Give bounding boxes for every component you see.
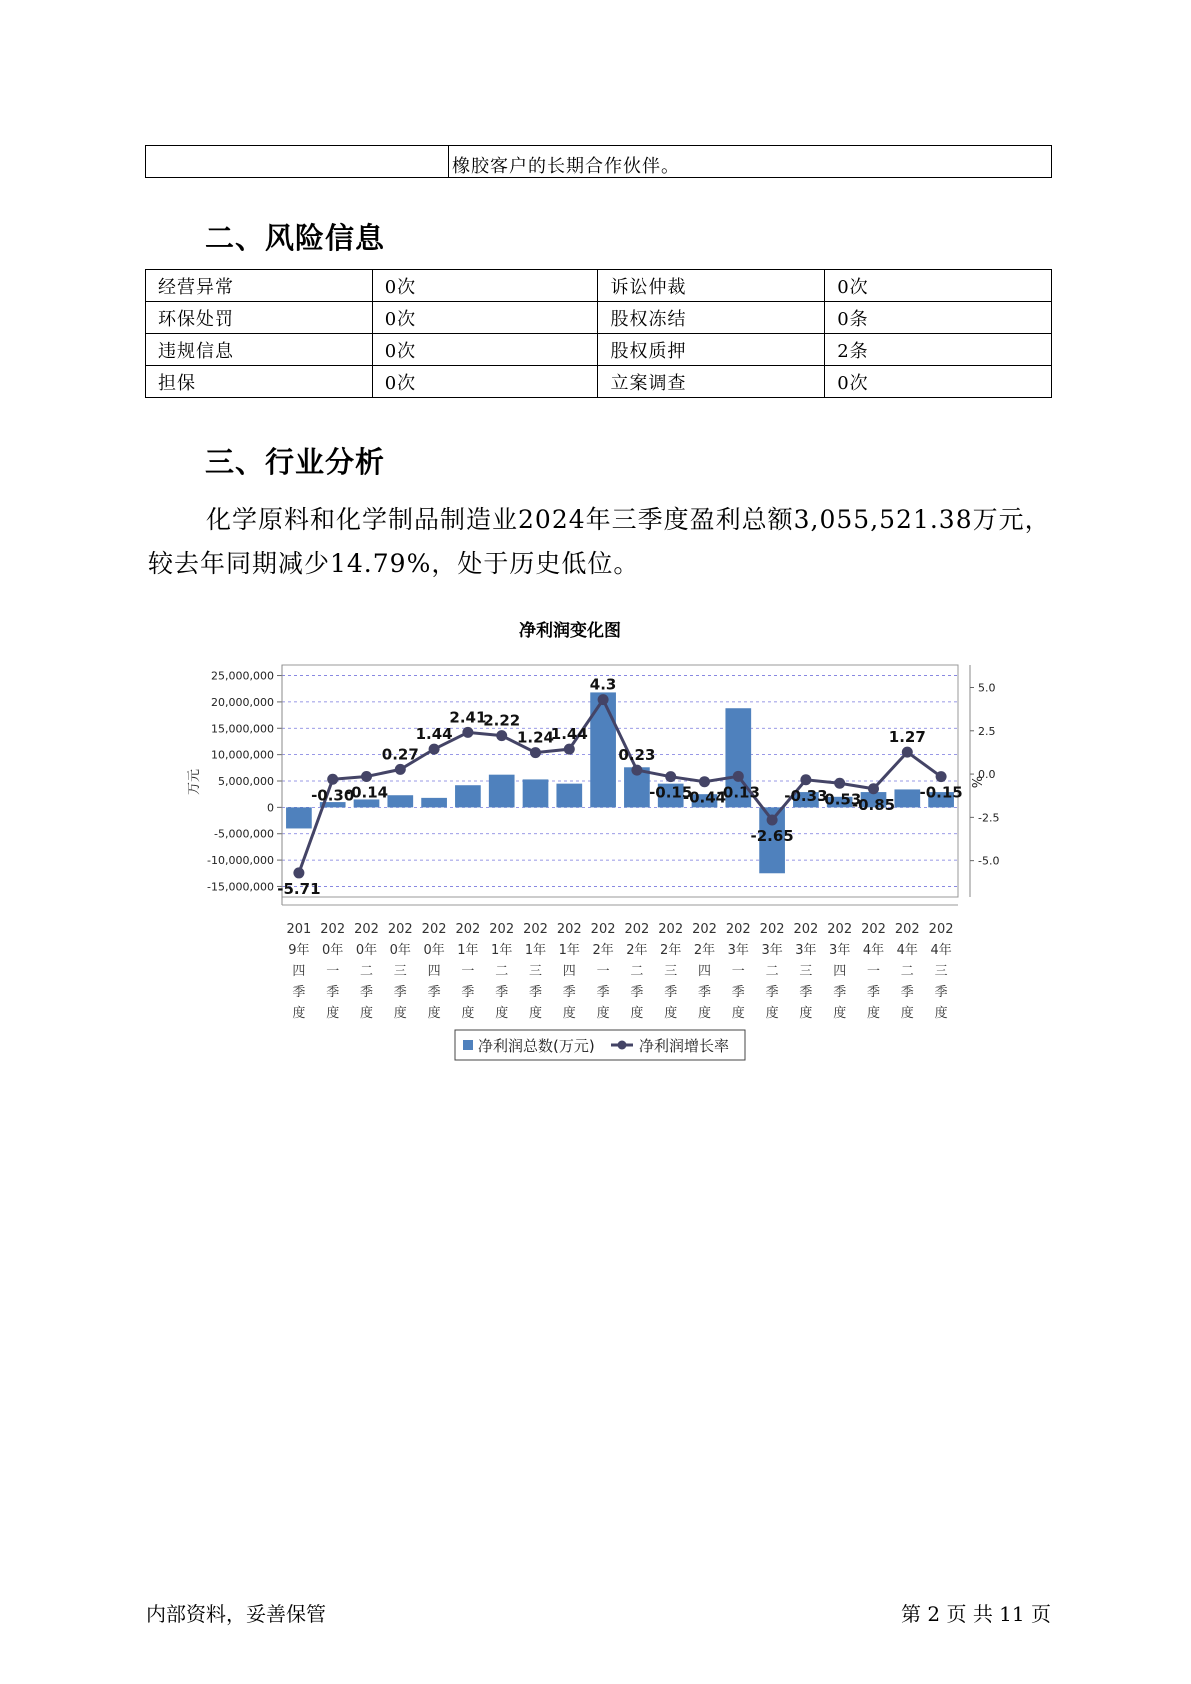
y-tick-label: 15,000,000 bbox=[211, 722, 274, 736]
continuation-table-row bbox=[145, 145, 1052, 178]
x-tick-label: 0年 bbox=[389, 943, 411, 958]
x-tick-label: 度 bbox=[630, 1006, 644, 1021]
footer-page-number: 第 2 页 共 11 页 bbox=[901, 1602, 1051, 1626]
x-tick-label: 度 bbox=[765, 1006, 779, 1021]
growth-rate-point bbox=[665, 771, 676, 782]
footer-confidential: 内部资料，妥善保管 bbox=[146, 1602, 326, 1626]
x-tick-label: 季 bbox=[528, 985, 543, 1000]
x-tick-label: 度 bbox=[427, 1006, 441, 1021]
x-tick-label: 季 bbox=[664, 985, 678, 1000]
bar bbox=[421, 798, 447, 807]
bar bbox=[455, 785, 481, 807]
table-row bbox=[146, 302, 1052, 334]
x-tick-label: 季 bbox=[934, 985, 948, 1000]
growth-rate-point bbox=[327, 774, 338, 785]
x-tick-label: 202 bbox=[692, 922, 717, 937]
growth-rate-point bbox=[902, 747, 913, 758]
y-tick-label: 20,000,000 bbox=[211, 695, 274, 709]
x-tick-label: 三 bbox=[934, 964, 948, 979]
x-tick-label: 度 bbox=[799, 1006, 813, 1021]
x-tick-label: 季 bbox=[731, 985, 745, 1000]
x-tick-label: 季 bbox=[292, 985, 306, 1000]
x-tick-label: 度 bbox=[596, 1006, 610, 1021]
x-tick-label: 四 bbox=[833, 964, 847, 979]
growth-rate-point bbox=[395, 764, 406, 775]
growth-rate-point bbox=[834, 778, 845, 789]
risk-label: 担保 bbox=[146, 366, 373, 398]
x-tick-label: 度 bbox=[731, 1006, 745, 1021]
growth-rate-label: -2.65 bbox=[750, 826, 794, 845]
risk-value: 2条 bbox=[825, 334, 1052, 366]
x-tick-label: 度 bbox=[934, 1006, 948, 1021]
x-tick-label: 202 bbox=[861, 922, 886, 937]
table-row bbox=[146, 270, 1052, 302]
x-tick-label: 一 bbox=[461, 964, 475, 979]
chart-svg bbox=[180, 612, 1000, 1072]
growth-rate-label: 1.27 bbox=[888, 728, 926, 747]
x-tick-label: 202 bbox=[320, 922, 346, 937]
x-tick-label: 4年 bbox=[862, 943, 885, 958]
y2-tick-label: -5.0 bbox=[978, 854, 1000, 868]
x-tick-label: 202 bbox=[928, 922, 954, 937]
growth-rate-label: -0.53 bbox=[818, 790, 862, 809]
x-tick-label: 二 bbox=[630, 964, 644, 979]
x-tick-label: 二 bbox=[495, 964, 509, 979]
x-tick-label: 3年 bbox=[727, 943, 749, 958]
x-tick-label: 4年 bbox=[930, 943, 952, 958]
bar bbox=[523, 779, 549, 807]
x-tick-label: 202 bbox=[354, 922, 379, 937]
x-tick-label: 201 bbox=[286, 922, 312, 937]
x-tick-label: 度 bbox=[326, 1006, 340, 1021]
x-tick-label: 202 bbox=[556, 922, 582, 937]
bar bbox=[286, 807, 312, 828]
x-tick-label: 202 bbox=[387, 922, 413, 937]
growth-rate-label: -5.71 bbox=[277, 879, 321, 898]
x-tick-label: 0年 bbox=[355, 943, 378, 958]
growth-rate-label: 4.3 bbox=[589, 675, 617, 694]
x-tick-label: 202 bbox=[827, 922, 853, 937]
x-tick-label: 202 bbox=[658, 922, 684, 937]
growth-rate-label: 2.22 bbox=[483, 711, 521, 730]
x-tick-label: 202 bbox=[894, 922, 920, 937]
growth-rate-point bbox=[598, 694, 609, 705]
industry-section-title: 三、行业分析 bbox=[205, 445, 386, 479]
growth-rate-point bbox=[530, 747, 541, 758]
x-tick-label: 季 bbox=[393, 985, 407, 1000]
x-tick-label: 1年 bbox=[524, 943, 547, 958]
growth-rate-label: -0.44 bbox=[682, 788, 727, 807]
growth-rate-point bbox=[361, 771, 372, 782]
x-tick-label: 三 bbox=[664, 964, 678, 979]
growth-rate-label: -0.14 bbox=[344, 783, 389, 802]
x-tick-label: 季 bbox=[630, 985, 644, 1000]
growth-rate-label: -0.33 bbox=[784, 786, 828, 805]
industry-paragraph-line-1: 化学原料和化学制品制造业2024年三季度盈利总额3,055,521.38万元， bbox=[206, 505, 1051, 534]
y-tick-label: 10,000,000 bbox=[211, 748, 274, 762]
risk-value: 0次 bbox=[372, 334, 598, 366]
y2-tick-label: 5.0 bbox=[978, 681, 996, 695]
growth-rate-label: 0.27 bbox=[381, 745, 419, 764]
growth-rate-label: -0.30 bbox=[311, 786, 355, 805]
x-tick-label: 季 bbox=[799, 985, 813, 1000]
x-tick-label: 二 bbox=[900, 964, 914, 979]
x-tick-label: 一 bbox=[731, 964, 745, 979]
y2-tick-label: -2.5 bbox=[978, 811, 1000, 825]
growth-rate-point bbox=[496, 730, 507, 741]
growth-rate-label: 1.44 bbox=[415, 725, 453, 744]
x-tick-label: 4年 bbox=[896, 943, 918, 958]
growth-rate-label: 0.23 bbox=[618, 746, 656, 765]
x-tick-label: 1年 bbox=[558, 943, 580, 958]
x-tick-label: 季 bbox=[900, 985, 914, 1000]
y-tick-label: 5,000,000 bbox=[218, 775, 274, 788]
x-tick-label: 一 bbox=[326, 964, 340, 979]
y-tick-label: -5,000,000 bbox=[214, 827, 274, 841]
risk-info-table bbox=[145, 269, 1052, 398]
legend-line-label: 净利润增长率 bbox=[639, 1037, 730, 1055]
x-tick-label: 季 bbox=[596, 985, 610, 1000]
x-tick-label: 202 bbox=[421, 922, 447, 937]
growth-rate-label: 1.44 bbox=[550, 725, 588, 744]
growth-rate-point bbox=[564, 744, 575, 755]
x-tick-label: 202 bbox=[523, 922, 548, 937]
growth-rate-point bbox=[868, 783, 879, 794]
growth-rate-point bbox=[800, 774, 811, 785]
y2-tick-label: 0.0 bbox=[978, 768, 996, 782]
x-tick-label: 一 bbox=[596, 964, 610, 979]
risk-value: 0条 bbox=[825, 302, 1052, 334]
table-row bbox=[146, 334, 1052, 366]
x-tick-label: 季 bbox=[359, 985, 374, 1000]
x-tick-label: 0年 bbox=[423, 943, 445, 958]
x-tick-label: 3年 bbox=[795, 943, 817, 958]
x-tick-label: 三 bbox=[528, 964, 543, 979]
y2-tick-label: 2.5 bbox=[978, 724, 996, 738]
x-tick-label: 四 bbox=[292, 964, 306, 979]
risk-section-title: 二、风险信息 bbox=[205, 221, 386, 255]
x-tick-label: 四 bbox=[697, 964, 712, 979]
growth-rate-label: -0.13 bbox=[716, 783, 760, 802]
growth-rate-point bbox=[767, 814, 778, 825]
legend-line-marker bbox=[618, 1041, 627, 1050]
risk-label: 股权冻结 bbox=[598, 302, 825, 334]
risk-label: 立案调查 bbox=[598, 366, 825, 398]
industry-paragraph-line-2: 较去年同期减少14.79%，处于历史低位。 bbox=[148, 549, 640, 578]
x-tick-label: 度 bbox=[528, 1006, 543, 1021]
x-tick-label: 二 bbox=[765, 964, 779, 979]
x-tick-label: 2年 bbox=[693, 943, 716, 958]
risk-label: 股权质押 bbox=[598, 334, 825, 366]
x-tick-label: 度 bbox=[900, 1006, 914, 1021]
growth-rate-point bbox=[293, 867, 304, 878]
x-tick-label: 度 bbox=[833, 1006, 847, 1021]
bar bbox=[590, 692, 616, 807]
x-tick-label: 202 bbox=[624, 922, 650, 937]
x-tick-label: 202 bbox=[455, 922, 481, 937]
growth-rate-point bbox=[733, 771, 744, 782]
table-row bbox=[146, 366, 1052, 398]
x-tick-label: 度 bbox=[562, 1006, 576, 1021]
risk-label: 诉讼仲裁 bbox=[598, 270, 825, 302]
x-tick-label: 度 bbox=[359, 1006, 374, 1021]
x-tick-label: 2年 bbox=[660, 943, 682, 958]
x-tick-label: 度 bbox=[697, 1006, 712, 1021]
y-tick-label: 25,000,000 bbox=[211, 669, 274, 683]
x-tick-label: 季 bbox=[765, 985, 779, 1000]
risk-value: 0次 bbox=[372, 302, 598, 334]
y-axis-label: 万元 bbox=[187, 768, 202, 796]
x-tick-label: 度 bbox=[664, 1006, 678, 1021]
x-tick-label: 一 bbox=[866, 964, 881, 979]
legend-bar-swatch bbox=[463, 1040, 473, 1050]
x-tick-label: 四 bbox=[562, 964, 576, 979]
x-tick-label: 202 bbox=[590, 922, 616, 937]
x-tick-label: 202 bbox=[489, 922, 515, 937]
x-tick-label: 度 bbox=[393, 1006, 407, 1021]
bar bbox=[387, 795, 413, 807]
x-tick-label: 季 bbox=[427, 985, 441, 1000]
growth-rate-label: 1.24 bbox=[516, 728, 555, 747]
x-tick-label: 度 bbox=[495, 1006, 509, 1021]
growth-rate-point bbox=[631, 765, 642, 776]
risk-value: 0次 bbox=[825, 366, 1052, 398]
y-tick-label: 0 bbox=[267, 801, 274, 815]
x-tick-label: 3年 bbox=[829, 943, 851, 958]
x-tick-label: 四 bbox=[427, 964, 441, 979]
x-tick-label: 度 bbox=[866, 1006, 881, 1021]
bar bbox=[489, 775, 515, 808]
x-tick-label: 1年 bbox=[491, 943, 513, 958]
risk-label: 经营异常 bbox=[146, 270, 373, 302]
growth-rate-label: -0.15 bbox=[919, 783, 963, 802]
x-tick-label: 1年 bbox=[457, 943, 479, 958]
risk-value: 0次 bbox=[372, 366, 598, 398]
growth-rate-label: 2.41 bbox=[449, 708, 487, 727]
y2-axis-label: % bbox=[968, 775, 983, 789]
x-tick-label: 季 bbox=[562, 985, 576, 1000]
legend-bar-label: 净利润总数(万元) bbox=[478, 1037, 595, 1055]
bar bbox=[556, 784, 582, 808]
growth-rate-point bbox=[699, 776, 710, 787]
growth-rate-label: -0.85 bbox=[851, 795, 896, 814]
x-tick-label: 季 bbox=[326, 985, 340, 1000]
x-tick-label: 度 bbox=[292, 1006, 306, 1021]
x-tick-label: 202 bbox=[725, 922, 751, 937]
y-tick-label: -10,000,000 bbox=[207, 854, 274, 868]
growth-rate-point bbox=[429, 744, 440, 755]
growth-rate-point bbox=[936, 771, 947, 782]
x-tick-label: 三 bbox=[393, 964, 407, 979]
x-tick-label: 2年 bbox=[626, 943, 648, 958]
growth-rate-label: -0.15 bbox=[649, 783, 693, 802]
x-tick-label: 三 bbox=[799, 964, 813, 979]
growth-rate-point bbox=[462, 727, 473, 738]
y-tick-label: -15,000,000 bbox=[207, 880, 274, 894]
x-tick-label: 9年 bbox=[288, 943, 310, 958]
x-tick-label: 二 bbox=[359, 964, 374, 979]
x-tick-label: 季 bbox=[697, 985, 712, 1000]
x-tick-label: 202 bbox=[793, 922, 819, 937]
bar bbox=[894, 789, 920, 807]
x-tick-label: 季 bbox=[866, 985, 881, 1000]
x-tick-label: 3年 bbox=[761, 943, 783, 958]
continuation-text: 橡胶客户的长期合作伙伴。 bbox=[452, 156, 680, 177]
x-tick-label: 2年 bbox=[592, 943, 614, 958]
chart-title: 净利润变化图 bbox=[519, 621, 621, 641]
risk-label: 环保处罚 bbox=[146, 302, 373, 334]
risk-value: 0次 bbox=[372, 270, 598, 302]
x-tick-label: 202 bbox=[759, 922, 785, 937]
table-divider bbox=[448, 146, 449, 177]
net-profit-chart bbox=[180, 612, 1000, 1072]
x-tick-label: 季 bbox=[833, 985, 847, 1000]
x-tick-label: 0年 bbox=[322, 943, 344, 958]
x-tick-label: 季 bbox=[495, 985, 509, 1000]
x-tick-label: 度 bbox=[461, 1006, 475, 1021]
risk-label: 违规信息 bbox=[146, 334, 373, 366]
risk-value: 0次 bbox=[825, 270, 1052, 302]
x-tick-label: 季 bbox=[461, 985, 475, 1000]
